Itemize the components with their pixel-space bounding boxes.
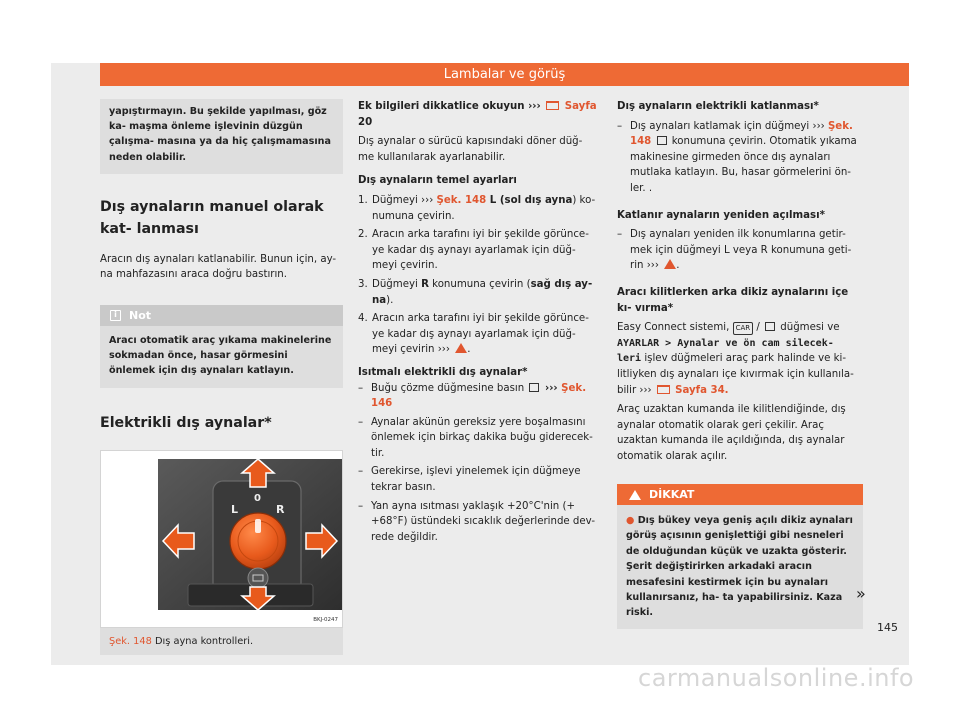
list-item: – Dış aynaları yeniden ilk konumlarına getir- mek için düğmeyi L veya R konumuna geti- rin ››› . xyxy=(617,229,852,272)
intro-reference xyxy=(358,99,601,130)
fold-text: konumuna çevirin. Otomatik yıkama makinesine girmeden önce dış aynaları mutlaka katlayın. Bu, hasar görmelerini ön- ler. . xyxy=(630,136,857,194)
note-box xyxy=(100,305,343,388)
remote-text: Araç uzaktan kumanda ile kilitlendiğinde, dış aynalar otomatik olarak geri çekilir. Araç uzaktan kumanda ile açıldığında, dış aynalar otomatik olarak açılır. xyxy=(617,404,846,462)
step-number: 2. xyxy=(358,229,368,241)
basic-settings-steps xyxy=(358,193,601,358)
unfold-text: Dış aynaları yeniden ilk konumlarına getir- mek için düğmeyi L veya R konumuna geti- rin ››› xyxy=(630,229,852,272)
step-bold: R xyxy=(421,278,429,290)
basic-settings-title: Dış aynaların temel ayarları xyxy=(358,175,517,187)
step-bold: sağ dış ay- na xyxy=(372,278,593,306)
lock-text: düğmesi ve xyxy=(777,322,840,334)
info-icon: i xyxy=(110,310,121,321)
caution-label: DİKKAT xyxy=(649,488,695,501)
book-icon xyxy=(546,101,559,110)
book-icon xyxy=(657,385,670,394)
list-item: – Aynalar akünün gereksiz yere boşalmasını önlemek için birkaç dakika buğu giderecek- tir. xyxy=(358,415,601,462)
caution-header xyxy=(617,484,863,505)
heated-mirrors-title: Isıtmalı elektrikli dış aynalar* xyxy=(358,366,528,378)
list-item xyxy=(358,277,601,308)
page-number: 145 xyxy=(877,621,898,634)
page-header: Lambalar ve görüş xyxy=(100,63,909,86)
knob-label-right: R xyxy=(276,502,285,516)
note-label: Not xyxy=(129,309,152,322)
figure-link[interactable]: Şek. 148 xyxy=(436,194,487,206)
heated-text: Gerekirse, işlevi yinelemek için düğmeye tekrar basın. xyxy=(371,466,581,494)
list-item xyxy=(358,227,601,274)
mirror-control-figure xyxy=(100,450,343,628)
figure-code: BKJ-0247 xyxy=(313,616,338,623)
column-right xyxy=(617,99,863,464)
lock-fold-text xyxy=(617,320,863,398)
step-bold: sol dış ayna xyxy=(504,194,573,206)
car-icon[interactable]: CAR xyxy=(733,322,754,335)
note-header xyxy=(100,305,343,326)
step-number: 1. xyxy=(358,194,368,206)
knob-label-zero: 0 xyxy=(254,492,261,504)
step-text: Aracın arka tarafını iyi bir şekilde görünce- ye kadar dış aynayı ayarlamak için düğ- meyi çevirin ››› xyxy=(372,313,589,356)
electric-fold-title: Dış aynaların elektrikli katlanması* xyxy=(617,101,819,112)
fold-mirror-icon xyxy=(657,136,667,145)
manual-fold-text: Aracın dış aynaları katlanabilir. Bunun için, ay- na mahfazasını araca doğru bastırın. xyxy=(100,253,337,281)
figure-caption xyxy=(100,628,343,655)
heated-arrows: ››› xyxy=(541,382,562,394)
intro-prefix: Ek bilgileri dikkatlice okuyun ››› xyxy=(358,101,541,112)
step-number: 3. xyxy=(358,278,368,290)
caution-icon xyxy=(629,490,641,500)
warning-icon[interactable] xyxy=(455,343,467,353)
figure-caption-text: Dış ayna kontrolleri. xyxy=(154,635,254,647)
caution-text: Dış bükey veya geniş açılı dikiz aynaları görüş açısının genişlettiği gibi nesneleri de olduğundan küçük ve uzakta gösterir. Şerit değiştirirken arkadaki aracın mesafesini kestirmek için bu aynaları kullanırsanız, ha- ta yapabilirsiniz. Kaza riski. xyxy=(626,515,853,619)
continue-mark: » xyxy=(856,584,866,603)
heated-text: Buğu çözme düğmesine basın xyxy=(371,382,525,394)
lock-fold-title: Aracı kilitlerken arka dikiz aynalarını içe kı- vırma* xyxy=(617,286,849,314)
intro-page: 20 xyxy=(358,116,373,128)
knob-label-left: L xyxy=(231,502,239,516)
heated-text: Yan ayna ısıtması yaklaşık +20°C'nin (+ +68°F) üstündeki sıcaklık değerlerinde dev- rede değildir. xyxy=(371,500,596,543)
watermark: carmanualsonline.info xyxy=(638,664,915,692)
step-text: ). xyxy=(386,294,394,306)
unfold-title: Katlanır aynaların yeniden açılması* xyxy=(617,209,825,221)
figure-link[interactable]: Şek. 148 xyxy=(630,120,853,148)
step-text: Aracın arka tarafını iyi bir şekilde görünce- ye kadar dış aynayı ayarlamak için düğ- meyi çevirin. xyxy=(372,229,589,272)
step-text: ) ko- numuna çevirin. xyxy=(372,194,596,222)
figure-caption-ref: Şek. 148 xyxy=(109,635,152,647)
step-text: Düğmeyi xyxy=(372,278,422,290)
warning-continuation: yapıştırmayın. Bu şekilde yapılması, göz ka- maşma önleme işlevinin düzgün çalışma- masına ya da hiç çalışmamasına neden olabilir. xyxy=(100,99,343,174)
mirror-knob-illustration xyxy=(158,459,342,610)
lock-text: / xyxy=(753,322,764,334)
electric-mirrors-title: Elektrikli dış aynalar* xyxy=(100,414,272,431)
menu-icon[interactable] xyxy=(765,322,775,331)
lock-text: işlev düğmeleri araç park halinde ve ki- litliyken dış aynaları içe kıvırmak için kullanıla- bilir ››› xyxy=(617,353,854,396)
list-item: – Buğu çözme düğmesine basın ››› Şek. 146 xyxy=(358,382,587,410)
warning-icon[interactable] xyxy=(664,259,676,269)
caution-box xyxy=(617,484,863,629)
caution-body: ● Dış bükey veya geniş açılı dikiz aynaları görüş açısının genişlettiği gibi nesneleri de olduğundan küçük ve uzakta gösterir. Şerit değiştirirken arkadaki aracın mesafesini kestirmek için bu aynaları kullanırsanız, ha- ta yapabilirsiniz. Kaza riski. xyxy=(626,515,853,619)
list-item: – Yan ayna ısıtması yaklaşık +20°C'nin (+ +68°F) üstündeki sıcaklık değerlerinde dev- rede değildir. xyxy=(358,499,601,546)
heated-text: Aynalar akünün gereksiz yere boşalmasını önlemek için birkaç dakika buğu giderecek- tir. xyxy=(371,416,593,459)
page-link[interactable]: Sayfa 34. xyxy=(675,384,729,396)
note-text: Aracı otomatik araç yıkama makinelerine sokmadan önce, hasar görmesini önlemek için dış aynaları katlayın. xyxy=(109,335,332,377)
list-item: 4. Aracın arka tarafını iyi bir şekilde görünce- ye kadar dış aynayı ayarlamak için düğ- meyi çevirin ››› . xyxy=(358,311,601,358)
figure-link[interactable]: Şek. 146 xyxy=(371,382,587,410)
lock-text: Easy Connect sistemi, xyxy=(617,322,730,334)
list-item xyxy=(358,193,601,224)
step-text: L ( xyxy=(486,194,505,206)
step-text: konumuna çevirin ( xyxy=(428,278,531,290)
column-left xyxy=(100,99,343,655)
fold-text: Dış aynaları katlamak için düğmeyi ››› xyxy=(630,120,828,132)
step-number: 4. xyxy=(358,313,368,325)
list-item: – Gerekirse, işlevi yinelemek için düğmeye tekrar basın. xyxy=(358,464,601,495)
column-middle xyxy=(358,99,601,548)
settings-path: AYARLAR > Aynalar ve ön cam silecek- leri xyxy=(617,337,834,365)
step-text: Düğmeyi ››› xyxy=(372,194,437,206)
manual-fold-title: Dış aynaların manuel olarak kat- lanması xyxy=(100,198,324,237)
defrost-icon xyxy=(529,383,539,392)
list-item: – Dış aynaları katlamak için düğmeyi ››› Şek. 148 konumuna çevirin. Otomatik yıkama makinesine girmeden önce dış aynaları mutlaka katlayın. Bu, hasar görmelerini ön- ler. . xyxy=(617,120,857,194)
intro-link[interactable]: Sayfa xyxy=(564,101,597,112)
intro-text: Dış aynalar o sürücü kapısındaki döner düğ- me kullanılarak ayarlanabilir. xyxy=(358,136,583,163)
